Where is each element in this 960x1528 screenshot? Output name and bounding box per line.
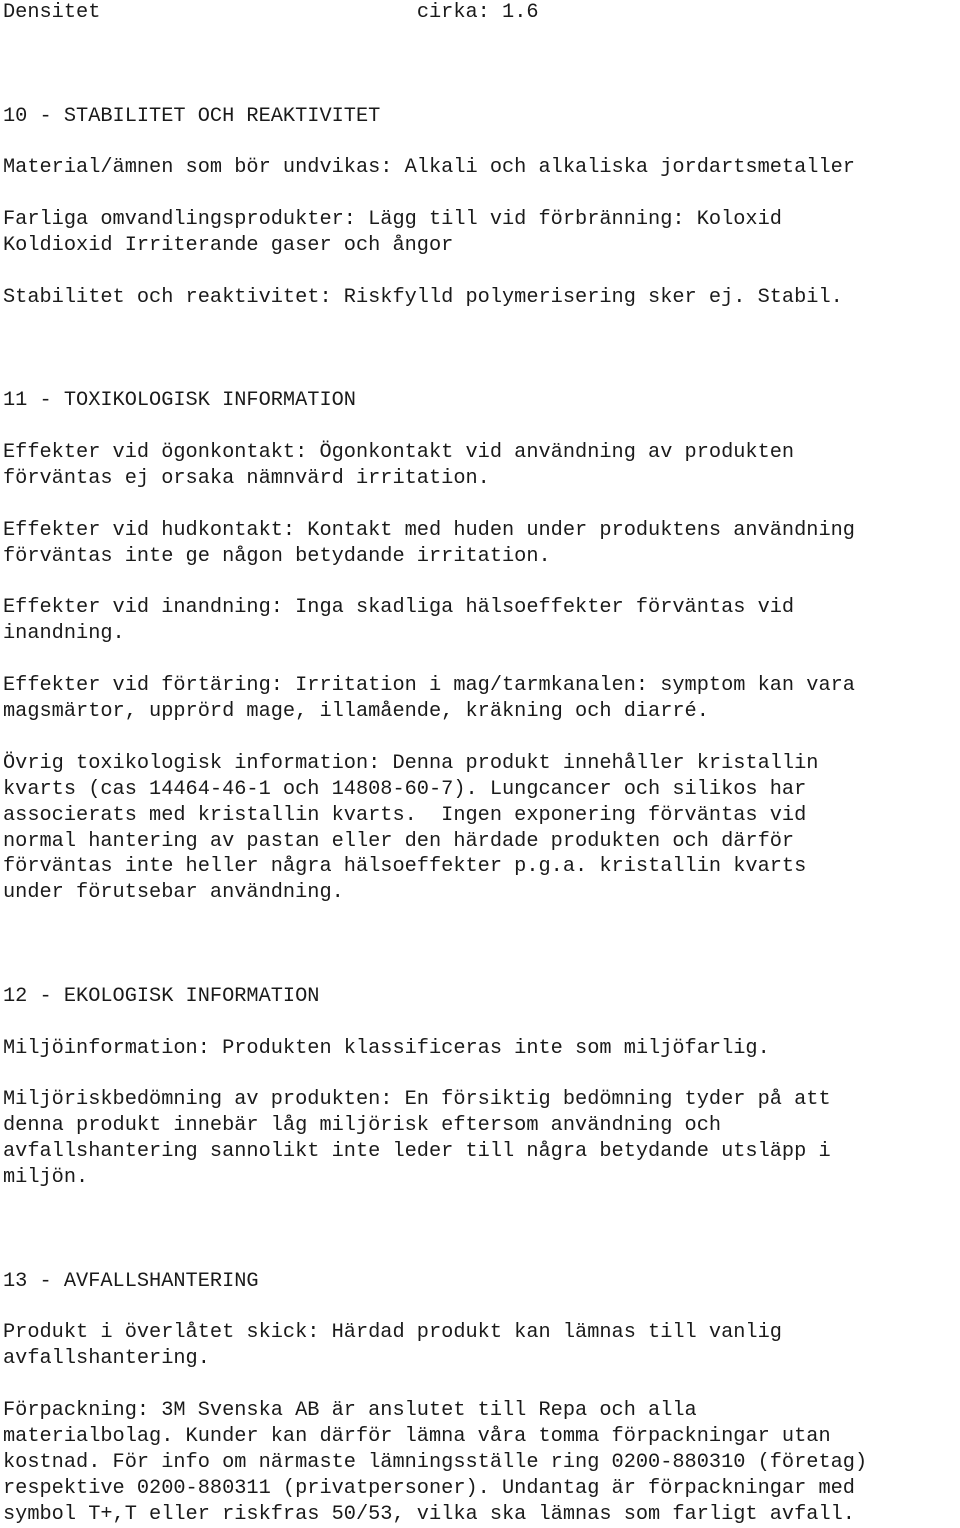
- section-11-para-4-line-2: magsmärtor, upprörd mage, illamående, kräkning och diarré.: [3, 700, 709, 724]
- section-12-heading: 12 - EKOLOGISK INFORMATION: [3, 984, 320, 1008]
- section-12-para-2-line-1: Miljöriskbedömning av produkten: En försiktig bedömning tyder på att: [3, 1088, 831, 1112]
- section-13-para-2-line-4: respektive 0200-880311 (privatpersoner). Undantag är förpackningar med: [3, 1476, 855, 1500]
- section-10-para-2-line-2: Koldioxid Irriterande gaser och ångor: [3, 234, 454, 258]
- section-12-para-2-line-4: miljön.: [3, 1166, 89, 1190]
- section-13-heading: 13 - AVFALLSHANTERING: [3, 1269, 259, 1293]
- section-10-para-2-line-1: Farliga omvandlingsprodukter: Lägg till vid förbränning: Koloxid: [3, 208, 782, 232]
- section-12-para-2-line-3: avfallshantering sannolikt inte leder till några betydande utsläpp i: [3, 1140, 831, 1164]
- section-11-para-2-line-1: Effekter vid hudkontakt: Kontakt med huden under produktens användning: [3, 518, 855, 542]
- section-13-para-2-line-1: Förpackning: 3M Svenska AB är anslutet till Repa och alla: [3, 1399, 697, 1423]
- section-12-para-2-line-2: denna produkt innebär låg miljörisk eftersom användning och: [3, 1114, 722, 1138]
- density-label: Densitet: [3, 1, 101, 24]
- section-11-para-5-line-2: kvarts (cas 14464-46-1 och 14808-60-7). Lungcancer och silikos har: [3, 777, 807, 801]
- section-11-para-1-line-1: Effekter vid ögonkontakt: Ögonkontakt vid användning av produkten: [3, 441, 795, 465]
- density-value: cirka: 1.6: [416, 1, 539, 24]
- density-line: [3, 0, 960, 26]
- document-page: [3, 0, 960, 1528]
- section-11-para-5-line-5: förväntas inte heller några hälsoeffekter p.g.a. kristallin kvarts: [3, 855, 807, 879]
- section-13-para-2-line-3: kostnad. För info om närmaste lämningsställe ring 0200-880310 (företag): [3, 1450, 868, 1474]
- section-13-para-2-line-5: symbol T+,T eller riskfras 50/53, vilka ska lämnas som farligt avfall.: [3, 1502, 855, 1526]
- section-10-para-3-line-1: Stabilitet och reaktivitet: Riskfylld polymerisering sker ej. Stabil.: [3, 285, 843, 309]
- section-11-para-5-line-3: associerats med kristallin kvarts. Ingen exponering förväntas vid: [3, 803, 807, 827]
- section-11-heading: 11 - TOXIKOLOGISK INFORMATION: [3, 389, 356, 413]
- section-11-para-3-line-1: Effekter vid inandning: Inga skadliga hälsoeffekter förväntas vid: [3, 596, 795, 620]
- section-13-para-1-line-1: Produkt i överlåtet skick: Härdad produkt kan lämnas till vanlig: [3, 1321, 782, 1345]
- section-10-heading: 10 - STABILITET OCH REAKTIVITET: [3, 104, 381, 128]
- section-11-para-1-line-2: förväntas ej orsaka nämnvärd irritation.: [3, 467, 490, 491]
- section-11-para-3-line-2: inandning.: [3, 622, 125, 646]
- section-11-para-5-line-1: Övrig toxikologisk information: Denna produkt innehåller kristallin: [3, 751, 819, 775]
- section-11-para-4-line-1: Effekter vid förtäring: Irritation i mag/tarmkanalen: symptom kan vara: [3, 674, 855, 698]
- section-11-para-5-line-4: normal hantering av pastan eller den härdade produkten och därför: [3, 829, 795, 853]
- section-10-para-1-line-1: Material/ämnen som bör undvikas: Alkali och alkaliska jordartsmetaller: [3, 156, 855, 180]
- section-13-para-2-line-2: materialbolag. Kunder kan därför lämna våra tomma förpackningar utan: [3, 1424, 831, 1448]
- section-13-para-1-line-2: avfallshantering.: [3, 1347, 210, 1371]
- section-11-para-2-line-2: förväntas inte ge någon betydande irritation.: [3, 544, 551, 568]
- section-11-para-5-line-6: under förutsebar användning.: [3, 881, 344, 905]
- section-12-para-1-line-1: Miljöinformation: Produkten klassificeras inte som miljöfarlig.: [3, 1036, 770, 1060]
